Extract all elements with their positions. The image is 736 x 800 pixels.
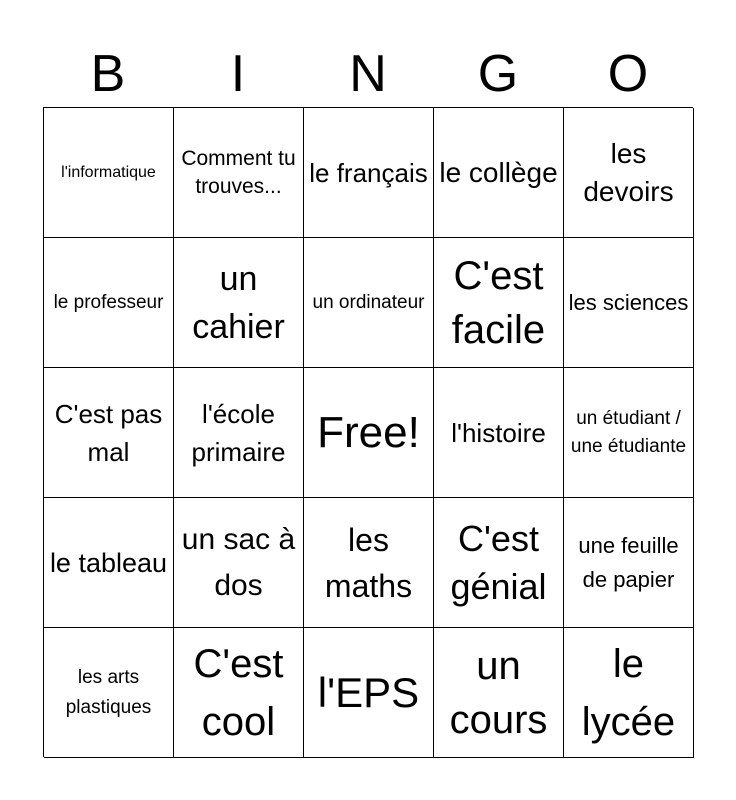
- bingo-header: [43, 40, 693, 108]
- bingo-grid: [43, 107, 693, 757]
- cell-text: les maths: [324, 521, 413, 604]
- bingo-cell[interactable]: [174, 368, 304, 498]
- bingo-cell[interactable]: [44, 498, 174, 628]
- bingo-cell[interactable]: [304, 628, 434, 758]
- cell-text: C'est cool: [193, 641, 284, 744]
- bingo-cell[interactable]: [44, 628, 174, 758]
- bingo-cell[interactable]: [434, 498, 564, 628]
- bingo-cell[interactable]: [434, 238, 564, 368]
- cell-text: le professeur: [53, 291, 164, 313]
- bingo-cell[interactable]: [44, 368, 174, 498]
- header-letter-o: O: [607, 45, 649, 103]
- cell-text: l'EPS: [317, 668, 420, 716]
- cell-text: Free!: [317, 407, 420, 457]
- cell-text: Comment tu trouves...: [181, 146, 296, 198]
- cell-text: un sac à dos: [181, 522, 296, 602]
- cell-text: les sciences: [568, 289, 689, 315]
- header-letter-i: I: [230, 45, 246, 103]
- header-letter-g: G: [477, 45, 519, 103]
- cell-text: un cahier: [192, 259, 285, 346]
- bingo-cell[interactable]: [304, 368, 434, 498]
- cell-text: les arts plastiques: [65, 666, 152, 718]
- cell-text: un cours: [449, 643, 548, 742]
- cell-text: le français: [309, 157, 428, 188]
- bingo-cell[interactable]: [304, 108, 434, 238]
- cell-text: une feuille de papier: [578, 532, 679, 592]
- bingo-cell[interactable]: [304, 238, 434, 368]
- cell-text: C'est facile: [451, 253, 546, 352]
- cell-text: l'informatique: [61, 163, 156, 181]
- cell-text: le collège: [439, 156, 558, 188]
- bingo-cell[interactable]: [564, 238, 694, 368]
- cell-text: l'histoire: [451, 417, 546, 448]
- bingo-cell[interactable]: [174, 238, 304, 368]
- bingo-cell[interactable]: [304, 498, 434, 628]
- cell-text: l'école primaire: [191, 398, 286, 467]
- bingo-cell[interactable]: [44, 238, 174, 368]
- cell-text: les devoirs: [583, 137, 674, 207]
- bingo-cell[interactable]: [564, 498, 694, 628]
- cell-text: un ordinateur: [312, 291, 425, 313]
- bingo-cell[interactable]: [174, 628, 304, 758]
- cell-text: un étudiant / une étudiante: [570, 407, 687, 457]
- bingo-cell[interactable]: [174, 108, 304, 238]
- bingo-cell[interactable]: [564, 628, 694, 758]
- cell-text: C'est pas mal: [54, 398, 163, 467]
- bingo-cell[interactable]: [564, 108, 694, 238]
- bingo-cell[interactable]: [434, 628, 564, 758]
- header-letter-b: B: [90, 45, 126, 103]
- cell-text: le lycée: [581, 641, 676, 744]
- bingo-cell[interactable]: [434, 368, 564, 498]
- bingo-cell[interactable]: [434, 108, 564, 238]
- bingo-cell[interactable]: [44, 108, 174, 238]
- bingo-cell[interactable]: [174, 498, 304, 628]
- bingo-cell[interactable]: [564, 368, 694, 498]
- header-letter-n: N: [349, 45, 387, 103]
- cell-text: C'est génial: [450, 517, 547, 607]
- cell-text: le tableau: [49, 547, 168, 578]
